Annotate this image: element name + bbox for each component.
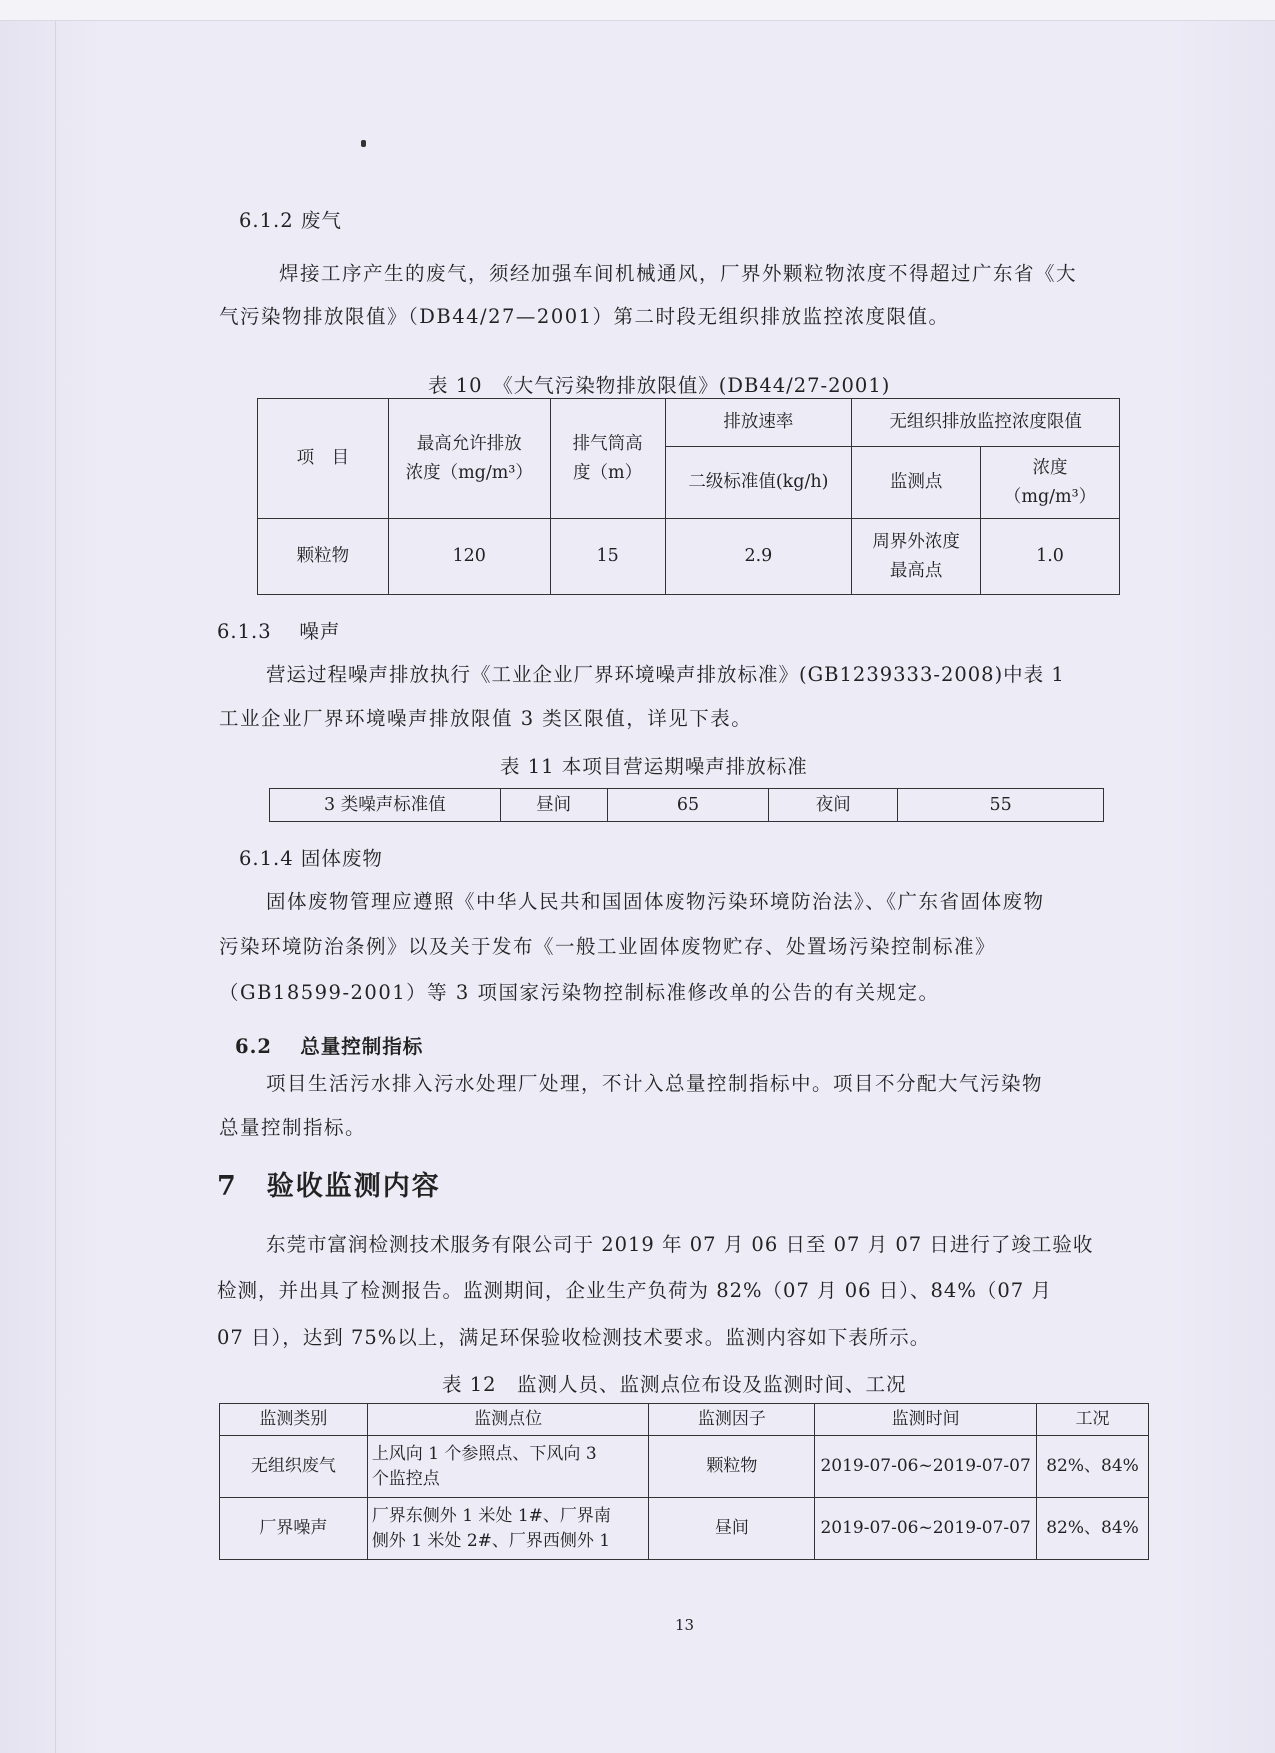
table-row <box>258 519 1120 595</box>
page-number: 13 <box>675 1616 695 1634</box>
location-line2: 侧外 1 米处 2#、厂界西侧外 1 <box>371 1530 611 1551</box>
table-cell: 2019-07-06~2019-07-07 <box>815 1436 1037 1498</box>
header-conc2-line1: 浓度 <box>1032 457 1068 478</box>
table-header-cell <box>388 399 550 519</box>
table-12-caption: 表 12 监测人员、监测点位布设及监测时间、工况 <box>442 1373 907 1396</box>
header-item: 项 目 <box>296 448 350 468</box>
table-header-cell <box>981 447 1120 519</box>
section-heading-6-1-3: 6.1.3 噪声 <box>217 620 341 643</box>
header-height-line1: 排气筒高 <box>572 433 643 454</box>
table-cell <box>852 519 981 595</box>
table-row <box>220 1498 1149 1560</box>
table-header-cell <box>665 447 852 519</box>
paragraph-line: 气污染物排放限值》（DB44/27—2001）第二时段无组织排放监控浓度限值。 <box>219 305 950 328</box>
paragraph-line: 检测，并出具了检测报告。监测期间，企业生产负荷为 82%（07 月 06 日）、84%（07 月 <box>217 1279 1052 1302</box>
table-cell: 82%、84% <box>1037 1498 1149 1560</box>
header-rate: 排放速率 <box>723 412 794 432</box>
header-unorganized: 无组织排放监控浓度限值 <box>889 412 1082 432</box>
paragraph-line: 07 日），达到 75%以上，满足环保验收检测技术要求。监测内容如下表所示。 <box>217 1326 931 1349</box>
table-cell: 3 类噪声标准值 <box>270 789 501 822</box>
paragraph-line: 总量控制指标。 <box>219 1116 367 1139</box>
location-line1: 上风向 1 个参照点、下风向 3 <box>371 1443 597 1464</box>
table-header-cell: 监测点位 <box>367 1404 649 1436</box>
header-conc2-line2: （mg/m³） <box>1003 486 1097 507</box>
table-cell: 颗粒物 <box>649 1436 815 1498</box>
scan-left-edge <box>55 20 56 1753</box>
table-10-caption: 表 10 《大气污染物排放限值》(DB44/27-2001) <box>428 374 891 397</box>
table-cell: 82%、84% <box>1037 1436 1149 1498</box>
table-11-caption: 表 11 本项目营运期噪声排放标准 <box>500 755 808 778</box>
table-cell: 昼间 <box>649 1498 815 1560</box>
table-cell: 120 <box>388 519 550 595</box>
header-height-line2: 度（m） <box>573 462 643 483</box>
point-line1: 周界外浓度 <box>872 531 960 552</box>
paragraph-line: 东莞市富润检测技术服务有限公司于 2019 年 07 月 06 日至 07 月 07 日进行了竣工验收 <box>266 1233 1094 1256</box>
table-header-cell: 监测因子 <box>649 1404 815 1436</box>
table-cell: 昼间 <box>500 789 607 822</box>
table-10 <box>257 398 1120 595</box>
header-conc-line2: 浓度（mg/m³） <box>405 462 533 483</box>
table-cell: 55 <box>898 789 1104 822</box>
table-cell <box>367 1436 649 1498</box>
section-heading-7: 7 验收监测内容 <box>217 1171 441 1202</box>
paragraph-line: 营运过程噪声排放执行《工业企业厂界环境噪声排放标准》(GB1239333-2008)中表 1 <box>266 663 1065 686</box>
table-header-cell <box>550 399 665 519</box>
scan-speck <box>361 140 366 147</box>
table-header-cell <box>852 447 981 519</box>
table-header-cell: 监测时间 <box>815 1404 1037 1436</box>
table-cell: 65 <box>607 789 769 822</box>
paragraph-line: 项目生活污水排入污水处理厂处理，不计入总量控制指标中。项目不分配大气污染物 <box>266 1072 1044 1095</box>
header-conc-line1: 最高允许排放 <box>416 433 522 454</box>
paragraph-line: 固体废物管理应遵照《中华人民共和国固体废物污染环境防治法》、《广东省固体废物 <box>266 890 1045 913</box>
table-cell: 颗粒物 <box>258 519 389 595</box>
table-row <box>270 789 1104 822</box>
paragraph-line: 污染环境防治条例》以及关于发布《一般工业固体废物贮存、处置场污染控制标准》 <box>219 935 997 958</box>
table-cell: 2019-07-06~2019-07-07 <box>815 1498 1037 1560</box>
section-heading-6-1-4: 6.1.4 固体废物 <box>239 847 383 870</box>
paragraph-line: 工业企业厂界环境噪声排放限值 3 类区限值，详见下表。 <box>219 707 753 730</box>
table-header-cell <box>665 399 852 447</box>
scan-top-edge <box>0 0 1275 21</box>
table-cell: 2.9 <box>665 519 852 595</box>
table-11 <box>269 788 1104 822</box>
table-12 <box>219 1403 1149 1560</box>
table-cell: 夜间 <box>769 789 898 822</box>
table-cell <box>367 1498 649 1560</box>
table-cell: 15 <box>550 519 665 595</box>
table-row <box>220 1436 1149 1498</box>
table-header-cell: 工况 <box>1037 1404 1149 1436</box>
table-header-cell <box>258 399 389 519</box>
location-line1: 厂界东侧外 1 米处 1#、厂界南 <box>371 1505 611 1526</box>
table-header-cell <box>852 399 1120 447</box>
section-heading-6-2: 6.2 总量控制指标 <box>235 1035 424 1058</box>
location-line2: 个监控点 <box>371 1468 440 1489</box>
paragraph-line: 焊接工序产生的废气，须经加强车间机械通风，厂界外颗粒物浓度不得超过广东省《大 <box>279 262 1078 285</box>
table-cell: 1.0 <box>981 519 1120 595</box>
table-cell: 无组织废气 <box>220 1436 368 1498</box>
paragraph-line: （GB18599-2001）等 3 项国家污染物控制标准修改单的公告的有关规定。 <box>219 981 940 1004</box>
section-heading-6-1-2: 6.1.2 废气 <box>239 209 342 232</box>
table-cell: 厂界噪声 <box>220 1498 368 1560</box>
table-header-cell: 监测类别 <box>220 1404 368 1436</box>
header-rate-sub: 二级标准值(kg/h) <box>688 472 829 492</box>
point-line2: 最高点 <box>889 560 943 581</box>
header-point: 监测点 <box>889 472 943 492</box>
table-header-row <box>220 1404 1149 1436</box>
